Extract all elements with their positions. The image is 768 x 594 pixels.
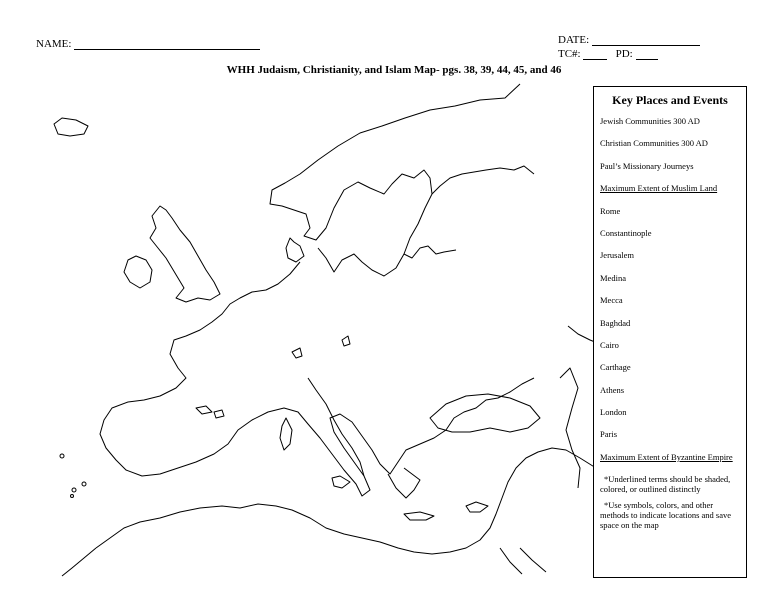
scandinavia-outline: [270, 84, 520, 276]
canary-island: [71, 495, 74, 498]
greece-outline: [388, 468, 420, 498]
key-item: Jerusalem: [600, 250, 634, 261]
key-item: Constantinople: [600, 227, 652, 238]
great-britain-outline: [150, 206, 220, 302]
key-heading: Key Places and Events: [612, 93, 728, 107]
caspian-outline: [560, 368, 580, 488]
small-island: [292, 348, 302, 358]
canary-island: [60, 454, 64, 458]
black-sea-outline: [430, 394, 540, 432]
crete-outline: [404, 512, 434, 520]
small-island: [342, 336, 350, 346]
name-blank[interactable]: [74, 39, 260, 50]
name-field: [36, 38, 260, 50]
pd-blank[interactable]: [636, 49, 658, 60]
key-item: Baghdad: [600, 317, 631, 328]
date-field: [558, 34, 700, 46]
key-list: [600, 116, 740, 462]
name-label: NAME:: [36, 38, 72, 50]
sicily-outline: [332, 476, 350, 488]
pd-label: PD:: [615, 48, 633, 60]
key-note-1: *Underlined terms should be shaded, colored, or outlined distinctly: [600, 474, 731, 495]
tc-pd-field: [558, 48, 658, 60]
north-africa-coast: [96, 448, 596, 554]
key-item: Carthage: [600, 362, 631, 373]
key-item: Athens: [600, 384, 625, 395]
key-item: Rome: [600, 205, 621, 216]
tc-blank[interactable]: [583, 49, 607, 60]
west-africa-coast: [62, 548, 96, 576]
balearic-islands: [196, 406, 224, 418]
sardinia-outline: [280, 418, 292, 450]
key-places-events-box: [593, 86, 747, 578]
key-item: Maximum Extent of Muslim Land: [600, 183, 718, 194]
cyprus-outline: [466, 502, 488, 512]
ireland-outline: [124, 256, 152, 288]
key-item: Maximum Extent of Byzantine Empire: [600, 451, 733, 462]
key-item: Paul’s Missionary Journeys: [600, 160, 694, 171]
key-item: Christian Communities 300 AD: [600, 138, 708, 149]
date-blank[interactable]: [592, 35, 700, 46]
key-item: Mecca: [600, 295, 623, 306]
worksheet-title: WHH Judaism, Christianity, and Islam Map- pgs. 38, 39, 44, 45, and 46: [226, 64, 562, 76]
key-item: Cairo: [600, 339, 619, 350]
outline-map-europe-mediterranean: [0, 78, 600, 578]
tc-label: TC#:: [558, 48, 581, 60]
key-item: Medina: [600, 272, 626, 283]
denmark-outline: [286, 238, 304, 262]
key-item: Paris: [600, 429, 617, 440]
red-sea-outline: [500, 548, 546, 574]
canary-island: [82, 482, 86, 486]
iceland-outline: [54, 118, 88, 136]
canary-island: [72, 488, 76, 492]
europe-west-coast: [100, 262, 534, 496]
key-note-2: *Use symbols, colors, and other methods to indicate locations and save space on the map: [600, 500, 732, 531]
key-item: Jewish Communities 300 AD: [600, 116, 700, 126]
key-item: London: [600, 407, 627, 418]
date-label: DATE:: [558, 34, 590, 46]
